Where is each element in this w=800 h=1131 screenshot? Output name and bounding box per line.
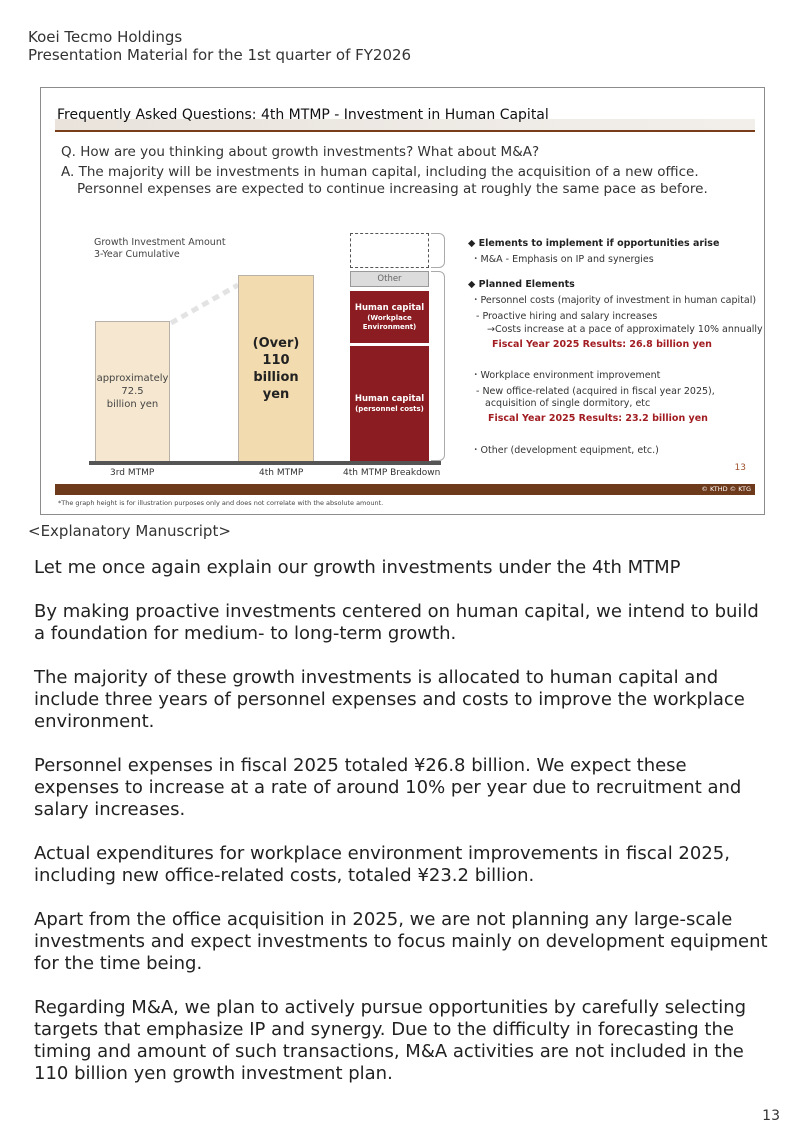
slide-footer-bar bbox=[55, 484, 755, 495]
xlabel-4th-mtmp: 4th MTMP bbox=[259, 468, 304, 478]
ann-opportunities-head: ◆ Elements to implement if opportunities arise bbox=[468, 238, 720, 249]
manuscript-paragraph: Actual expenditures for workplace environment improvements in fiscal 2025, including new office-related costs, totaled ¥23.2 billion. bbox=[34, 843, 730, 886]
ann-other-item: ・Other (development equipment, etc.) bbox=[471, 445, 659, 456]
manuscript-paragraph: By making proactive investments centered on human capital, we intend to build a foundation for medium- to long-term growth. bbox=[34, 601, 759, 644]
faq-answer-line2: Personnel expenses are expected to continue increasing at roughly the same pace as before. bbox=[77, 181, 708, 197]
manuscript-paragraph: Let me once again explain our growth investments under the 4th MTMP bbox=[34, 557, 681, 578]
document-header bbox=[28, 28, 411, 64]
ann-personnel-item: ・Personnel costs (majority of investment in human capital) bbox=[471, 295, 757, 306]
document-title: Presentation Material for the 1st quarter of FY2026 bbox=[28, 46, 412, 64]
hc-workplace-sub: (Workplace Environment) bbox=[362, 313, 417, 331]
ann-workplace-sub2: acquisition of single dormitory, etc bbox=[485, 398, 651, 409]
bar-3rd-mtmp bbox=[95, 321, 170, 462]
ann-workplace-result: Fiscal Year 2025 Results: 23.2 billion yen bbox=[488, 413, 708, 424]
connector-dash bbox=[171, 285, 238, 323]
xlabel-3rd-mtmp: 3rd MTMP bbox=[110, 468, 155, 478]
chart-baseline bbox=[89, 461, 441, 465]
bar-4th-label-1: (Over) bbox=[252, 335, 300, 351]
bar-3rd-label-2: 72.5 bbox=[121, 386, 144, 397]
slide-page-number: 13 bbox=[734, 463, 746, 473]
manuscript-paragraph: Personnel expenses in fiscal 2025 totaled ¥26.8 billion. We expect these expenses to increase at a rate of around 10% per year due to recruitment and salary increases. bbox=[34, 755, 742, 820]
brace-planned bbox=[431, 271, 445, 461]
hc-personnel-sub: (personnel costs) bbox=[355, 405, 424, 413]
company-name: Koei Tecmo Holdings bbox=[28, 28, 183, 46]
ann-personnel-sub1: - Proactive hiring and salary increases bbox=[476, 311, 658, 322]
ann-workplace-sub1: - New office-related (acquired in fiscal year 2025), bbox=[476, 386, 715, 397]
bar-4th-mtmp bbox=[238, 275, 314, 462]
slide bbox=[40, 87, 765, 515]
ann-planned-head: ◆ Planned Elements bbox=[468, 279, 575, 290]
faq-question: Q. How are you thinking about growth investments? What about M&A? bbox=[61, 144, 540, 160]
breakdown-hc-workplace bbox=[350, 291, 429, 343]
hc-workplace-label: Human capital bbox=[354, 302, 425, 313]
ann-personnel-sub2: →Costs increase at a pace of approximately 10% annually bbox=[487, 324, 763, 335]
slide-title: Frequently Asked Questions: 4th MTMP - Investment in Human Capital bbox=[57, 107, 549, 123]
bar-3rd-label-3: billion yen bbox=[106, 399, 159, 410]
copyright: © KTHD © KTG bbox=[701, 485, 751, 493]
bar-4th-label-2: 110 bbox=[262, 352, 290, 368]
brace-opportunities bbox=[431, 233, 445, 268]
breakdown-other bbox=[350, 271, 429, 287]
manuscript-paragraph: Apart from the office acquisition in 2025, we are not planning any large-scale investments and expect investments to focus mainly on development equipment for the time being. bbox=[34, 909, 768, 974]
ann-personnel-result: Fiscal Year 2025 Results: 26.8 billion yen bbox=[492, 339, 712, 350]
xlabel-breakdown: 4th MTMP Breakdown bbox=[343, 468, 441, 478]
manuscript-paragraph: Regarding M&A, we plan to actively pursue opportunities by carefully selecting targets that emphasize IP and synergy. Due to the difficulty in forecasting the timing and amount of such transactions, M&A activities are not included in the 110 billion yen growth investment plan. bbox=[34, 997, 747, 1084]
page-number: 13 bbox=[762, 1108, 780, 1124]
hc-personnel-label: Human capital bbox=[354, 394, 425, 404]
manuscript-paragraph: The majority of these growth investments is allocated to human capital and include three years of personnel expenses and costs to improve the workplace environment. bbox=[34, 667, 745, 732]
breakdown-ma-placeholder bbox=[350, 233, 429, 268]
ann-workplace-item: ・Workplace environment improvement bbox=[471, 370, 661, 381]
faq-answer-line1: A. The majority will be investments in human capital, including the acquisition of a new office. bbox=[61, 164, 699, 180]
chart-label-line2: 3-Year Cumulative bbox=[94, 249, 180, 260]
bar-4th-label-3: billion yen bbox=[253, 369, 299, 402]
chart-label-line1: Growth Investment Amount bbox=[94, 237, 226, 248]
breakdown-hc-personnel bbox=[350, 346, 429, 462]
manuscript-label: <Explanatory Manuscript> bbox=[28, 522, 231, 540]
slide-footnote: *The graph height is for illustration purposes only and does not correlate with the absolute amount. bbox=[58, 499, 384, 507]
ann-opportunities-item: ・M&A - Emphasis on IP and synergies bbox=[471, 254, 654, 265]
breakdown-other-label: Other bbox=[377, 274, 402, 284]
bar-3rd-label-1: approximately bbox=[96, 373, 169, 384]
